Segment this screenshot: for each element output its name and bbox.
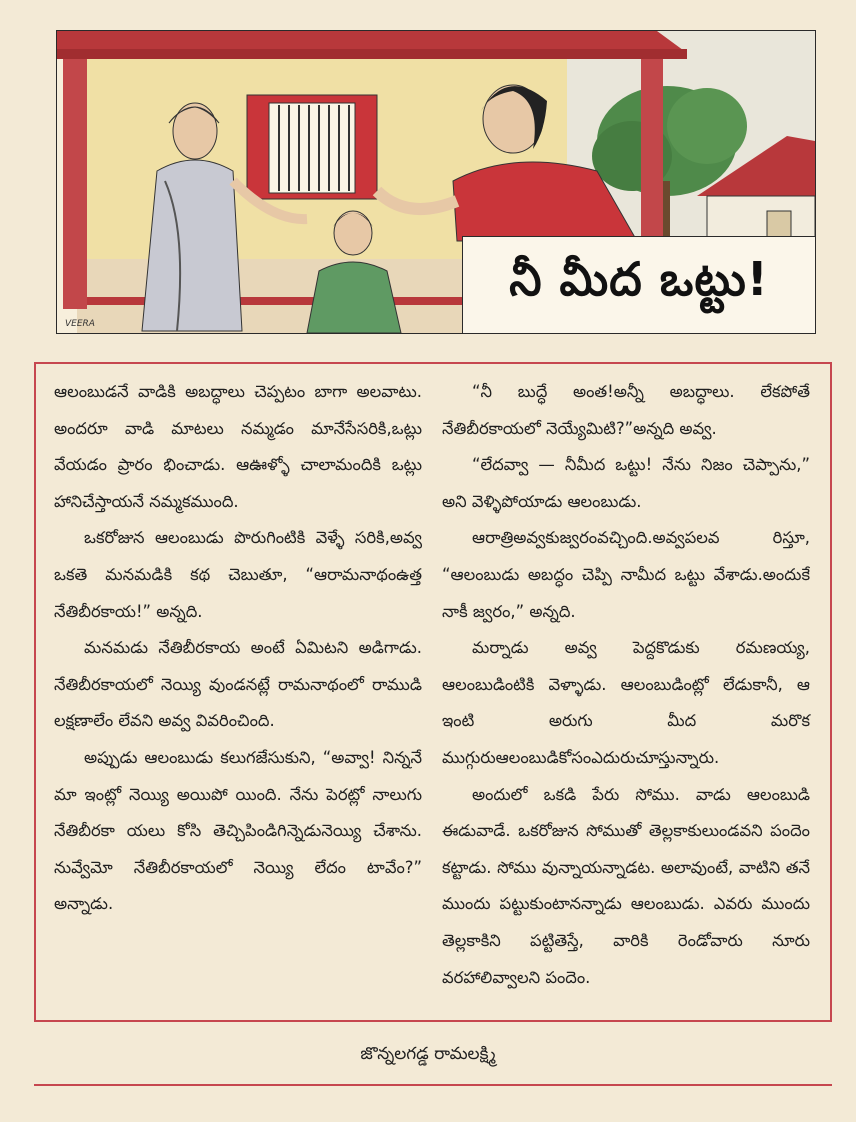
right-column [442, 374, 810, 996]
bottom-divider [34, 1084, 832, 1086]
story-box [34, 362, 832, 1022]
paragraph: “నీ బుద్ధే అంత!అన్నీ అబద్ధాలు. లేకపోతే నేతిబీరకాయలో నెయ్యేమిటి?”అన్నది అవ్వ. [442, 382, 810, 438]
story-title: నీ మీద ఒట్టు! [509, 252, 769, 306]
paragraph: ఒకరోజున ఆలంబుడు పొరుగింటికి వెళ్ళే సరికి,అవ్వ ఒకతె మనమడికి కథ చెబుతూ, “ఆరామనాథంఉత్త నేతిబీరకాయ!” అన్నది. [54, 528, 422, 621]
paragraph: మర్నాడు అవ్వ పెద్దకొడుకు రమణయ్య, ఆలంబుడింటికి వెళ్ళాడు. ఆలంబుడింట్లో లేడుకానీ, ఆ ఇంటి అరుగు మీద మరొక ముగ్గురుఆలంబుడికోసంఎదురుచూస్తున్నారు. [442, 638, 810, 767]
paragraph: అందులో ఒకడి పేరు సోము. వాడు ఆలంబుడి ఈడువాడే. ఒకరోజున సోముతో తెల్లకాకులుండవని పందెం కట్టాడు. సోము వున్నాయన్నాడట. అలావుంటే, వాటిని తనే ముందు పట్టుకుంటానన్నాడు ఆలంబుడు. ఎవరు ముందు తెల్లకాకిని పట్టితెస్తే, వారికి రెండోవారు నూరు వరహాలివ్వాలని పందెం. [442, 784, 810, 987]
paragraph: మనమడు నేతిబీరకాయ అంటే ఏమిటని అడిగాడు. నేతిబీరకాయలో నెయ్యి వుండనట్లే రామనాథంలో రాముడి లక్షణాలేం లేవని అవ్వ వివరించింది. [54, 638, 422, 731]
window-icon [247, 95, 377, 199]
paragraph: ఆరాత్రిఅవ్వకుజ్వరంవచ్చింది.అవ్వపలవ రిస్తూ, “ఆలంబుడు అబద్ధం చెప్పి నామీద ఒట్టు వేశాడు.అందుకే నాకీ జ్వరం,” అన్నది. [442, 528, 810, 621]
title-box [462, 236, 815, 333]
author-name: జొన్నలగడ్డ రామలక్ష్మి [360, 1044, 496, 1064]
paragraph: “లేదవ్వా — నీమీద ఒట్టు! నేను నిజం చెప్పాను,” అని వెళ్ళిపోయాడు ఆలంబుడు. [442, 455, 810, 511]
paragraph: అప్పుడు ఆలంబుడు కలుగజేసుకుని, “అవ్వా! నిన్ననే మా ఇంట్లో నెయ్యి అయిపో యింది. నేను పెరట్లో నాలుగు నేతిబీరకా యలు కోసి తెచ్చిపిండిగిన్నెడునెయ్యి చేశాను. నువ్వేమో నేతిబీరకాయలో నెయ్యి లేదం టావేం?” అన్నాడు. [54, 747, 422, 914]
paragraph: ఆలంబుడనే వాడికి అబద్ధాలు చెప్పటం బాగా అలవాటు. అందరూ వాడి మాటలు నమ్మడం మానేసేసరికి,ఒట్లు వేయడం ప్రారం భించాడు. ఆఊళ్ళో చాలామందికి ఒట్లు హానిచేస్తాయనే నమ్మకముంది. [54, 382, 422, 511]
artist-signature: VEERA [65, 319, 95, 329]
left-column [54, 374, 422, 923]
